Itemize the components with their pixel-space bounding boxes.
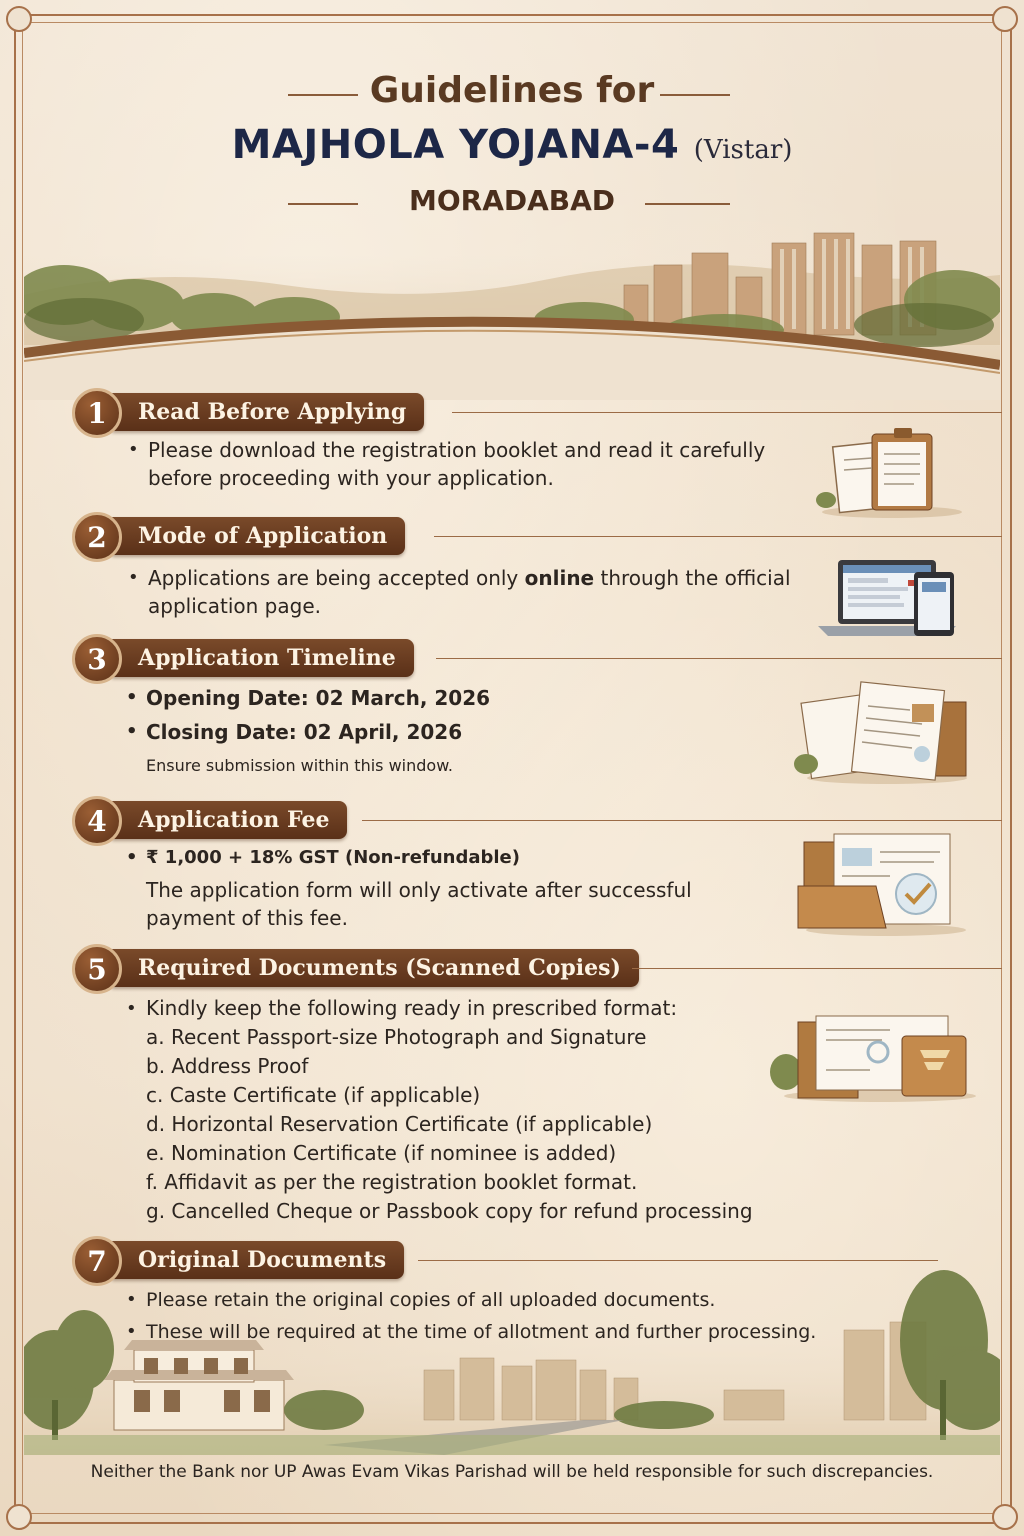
- disclaimer: Neither the Bank nor UP Awas Evam Vikas Parishad will be held responsible for such discrepancies.: [90, 1462, 934, 1482]
- corner-ornament: [6, 1504, 32, 1530]
- bullet-item: • These will be required at the time of allotment and further processing.: [146, 1318, 946, 1346]
- section-1-number: 1: [72, 388, 122, 438]
- section-divider: [362, 820, 1002, 821]
- corner-ornament: [6, 6, 32, 32]
- document-item: b. Address Proof: [146, 1054, 309, 1078]
- corner-ornament: [992, 6, 1018, 32]
- section-5-title: Required Documents (Scanned Copies): [112, 949, 639, 987]
- section-1-body: [148, 436, 808, 492]
- section-5-body: [146, 994, 806, 1226]
- folder-checkmark-icon: [794, 832, 974, 936]
- document-item: g. Cancelled Cheque or Passbook copy for refund processing: [146, 1199, 753, 1223]
- opening-date: • Opening Date: 02 March, 2026: [146, 684, 806, 712]
- emphasis-online: online: [524, 566, 595, 590]
- title-city: MORADABAD: [408, 184, 616, 217]
- section-7-body: [146, 1286, 946, 1346]
- section-4-title: Application Fee: [112, 801, 347, 839]
- text-part: through the official: [594, 566, 791, 590]
- bullet-item: • Please retain the original copies of all uploaded documents.: [146, 1286, 946, 1314]
- scheme-suffix: (Vistar): [693, 135, 793, 165]
- section-divider: [434, 536, 1002, 537]
- closing-date: • Closing Date: 02 April, 2026: [146, 718, 806, 746]
- bullet-continuation: before proceeding with your application.: [148, 466, 554, 490]
- document-item: c. Caste Certificate (if applicable): [146, 1083, 481, 1107]
- section-3-body: [146, 684, 806, 780]
- section-divider: [632, 968, 1002, 969]
- section-2-number: 2: [72, 512, 122, 562]
- document-folder-icon: [770, 1014, 980, 1102]
- section-2-title: Mode of Application: [112, 517, 405, 555]
- fee-note-line: The application form will only activate after successful: [146, 878, 692, 902]
- section-divider: [436, 658, 1002, 659]
- clipboard-documents-icon: [814, 424, 964, 519]
- text-part: Applications are being accepted only: [148, 566, 525, 590]
- bullet-item: [148, 564, 808, 592]
- section-5-number: 5: [72, 944, 122, 994]
- section-4-body: [146, 844, 806, 932]
- section-4-number: 4: [72, 796, 122, 846]
- document-stack-icon: [792, 676, 972, 786]
- section-2-header: [72, 512, 1002, 556]
- bullet-item: • Please download the registration booklet and read it carefully: [148, 436, 808, 464]
- document-item: f. Affidavit as per the registration booklet format.: [146, 1170, 638, 1194]
- section-3-title: Application Timeline: [112, 639, 414, 677]
- laptop-tablet-icon: [812, 556, 962, 642]
- document-item: a. Recent Passport-size Photograph and Signature: [146, 1025, 647, 1049]
- section-7-number: 7: [72, 1236, 122, 1286]
- section-7-title: Original Documents: [112, 1241, 404, 1279]
- section-5-header: [72, 944, 1002, 988]
- corner-ornament: [992, 1504, 1018, 1530]
- title-scheme: [0, 122, 1024, 168]
- section-1-title: Read Before Applying: [112, 393, 424, 431]
- bullet-continuation: application page.: [148, 594, 321, 618]
- title-guidelines: Guidelines for: [369, 70, 655, 111]
- city-landscape-illustration: [24, 225, 1000, 400]
- document-item: e. Nomination Certificate (if nominee is added): [146, 1141, 617, 1165]
- documents-intro: • Kindly keep the following ready in prescribed format:: [146, 994, 806, 1023]
- section-divider: [452, 412, 1002, 413]
- section-3-number: 3: [72, 634, 122, 684]
- fee-note-line: payment of this fee.: [146, 906, 348, 930]
- fee-amount: • ₹ 1,000 + 18% GST (Non-refundable): [146, 844, 806, 872]
- timeline-note: Ensure submission within this window.: [146, 756, 453, 775]
- scheme-name: MAJHOLA YOJANA-4: [231, 122, 680, 168]
- section-2-body: [148, 564, 808, 620]
- section-3-header: [72, 634, 1002, 678]
- document-item: d. Horizontal Reservation Certificate (if applicable): [146, 1112, 653, 1136]
